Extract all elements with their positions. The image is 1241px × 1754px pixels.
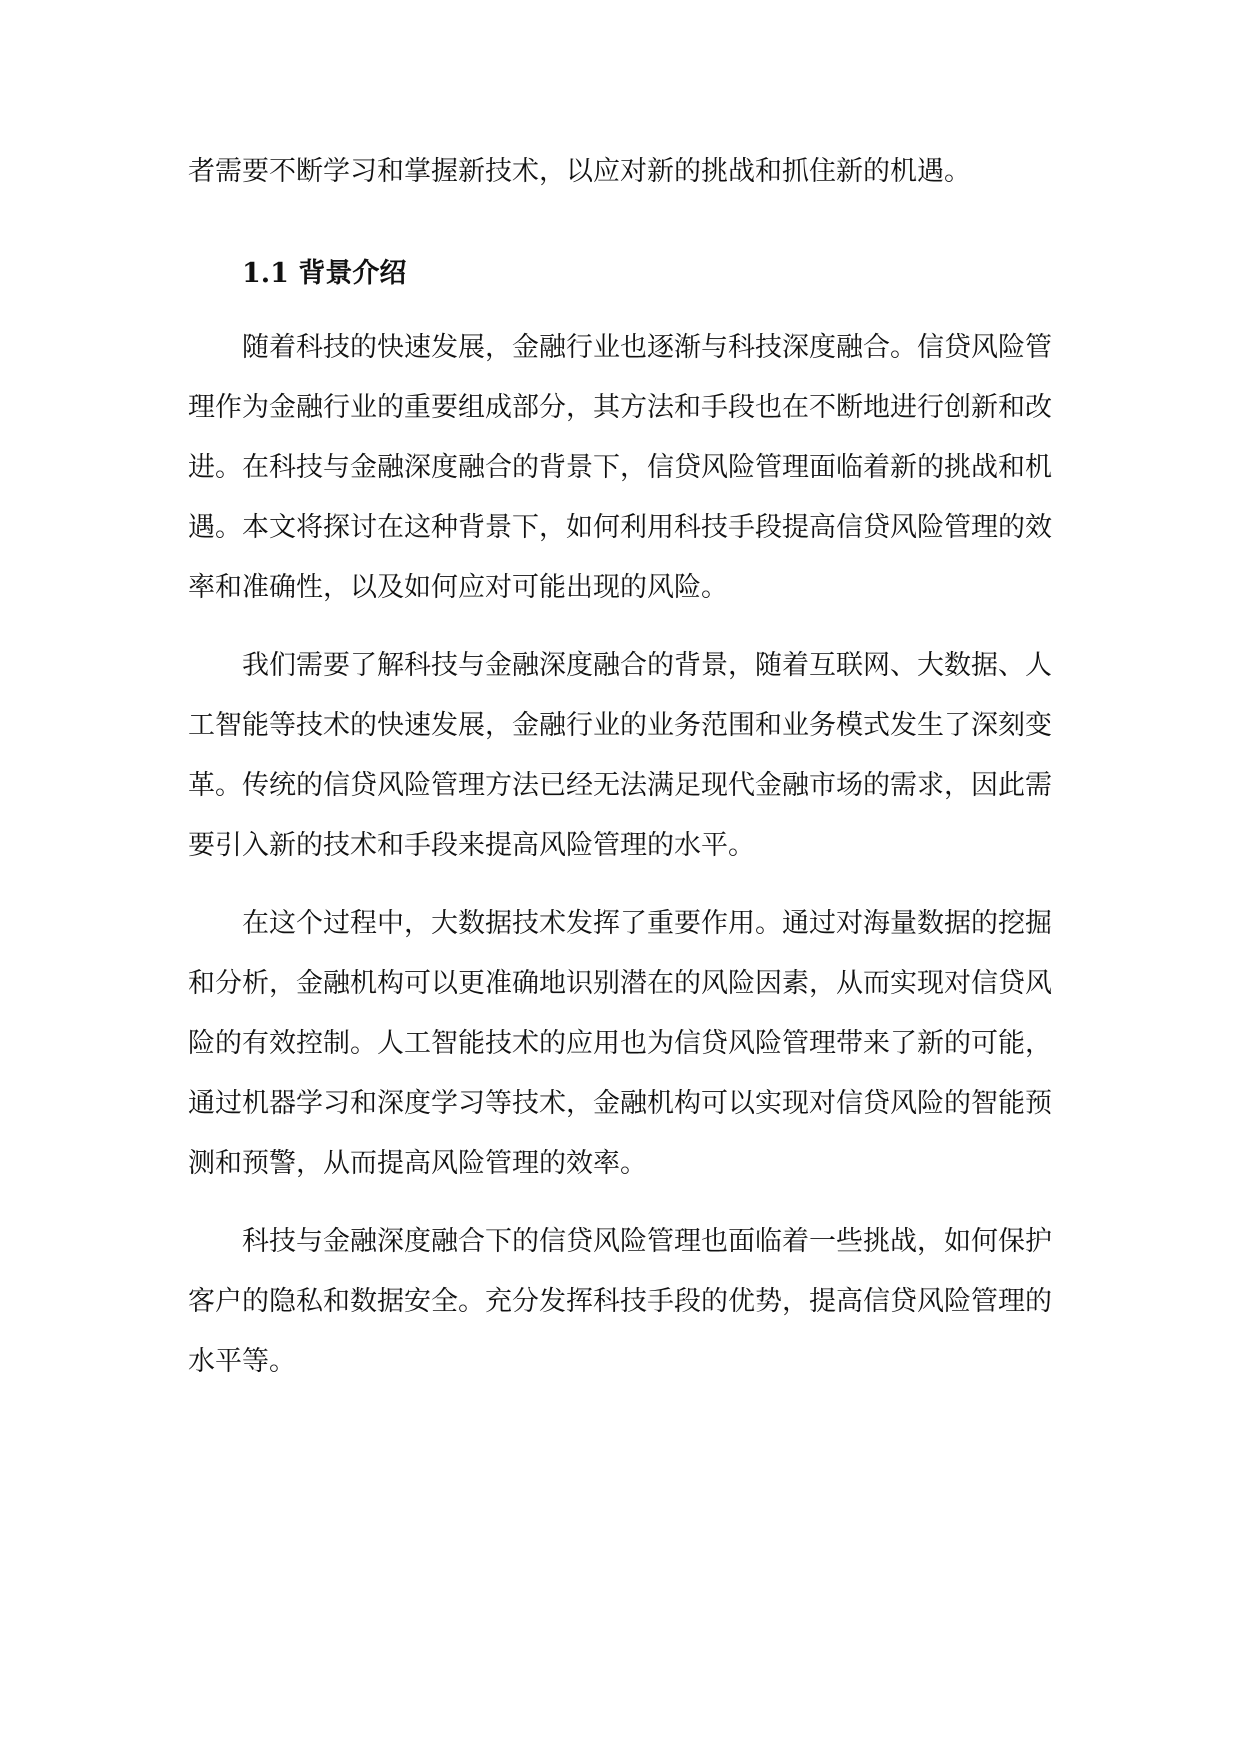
paragraph-3: 在这个过程中，大数据技术发挥了重要作用。通过对海量数据的挖掘和分析，金融机构可以更准确地识别潜在的风险因素，从而实现对信贷风险的有效控制。人工智能技术的应用也为信贷风险管理带来了新的可能，通过机器学习和深度学习等技术，金融机构可以实现对信贷风险的智能预测和预警，从而提高风险管理的效率。	[188, 908, 1052, 1179]
document-body	[188, 142, 1052, 1392]
continuation-line: 者需要不断学习和掌握新技术，以应对新的挑战和抓住新的机遇。	[188, 156, 971, 187]
section-heading: 1.1 背景介绍	[242, 258, 407, 289]
paragraph-4: 科技与金融深度融合下的信贷风险管理也面临着一些挑战，如何保护客户的隐私和数据安全。充分发挥科技手段的优势，提高信贷风险管理的水平等。	[188, 1226, 1052, 1377]
paragraph-2: 我们需要了解科技与金融深度融合的背景，随着互联网、大数据、人工智能等技术的快速发展，金融行业的业务范围和业务模式发生了深刻变革。传统的信贷风险管理方法已经无法满足现代金融市场的需求，因此需要引入新的技术和手段来提高风险管理的水平。	[188, 650, 1052, 861]
paragraph-1: 随着科技的快速发展，金融行业也逐渐与科技深度融合。信贷风险管理作为金融行业的重要组成部分，其方法和手段也在不断地进行创新和改进。在科技与金融深度融合的背景下，信贷风险管理面临着新的挑战和机遇。本文将探讨在这种背景下，如何利用科技手段提高信贷风险管理的效率和准确性，以及如何应对可能出现的风险。	[188, 332, 1052, 603]
